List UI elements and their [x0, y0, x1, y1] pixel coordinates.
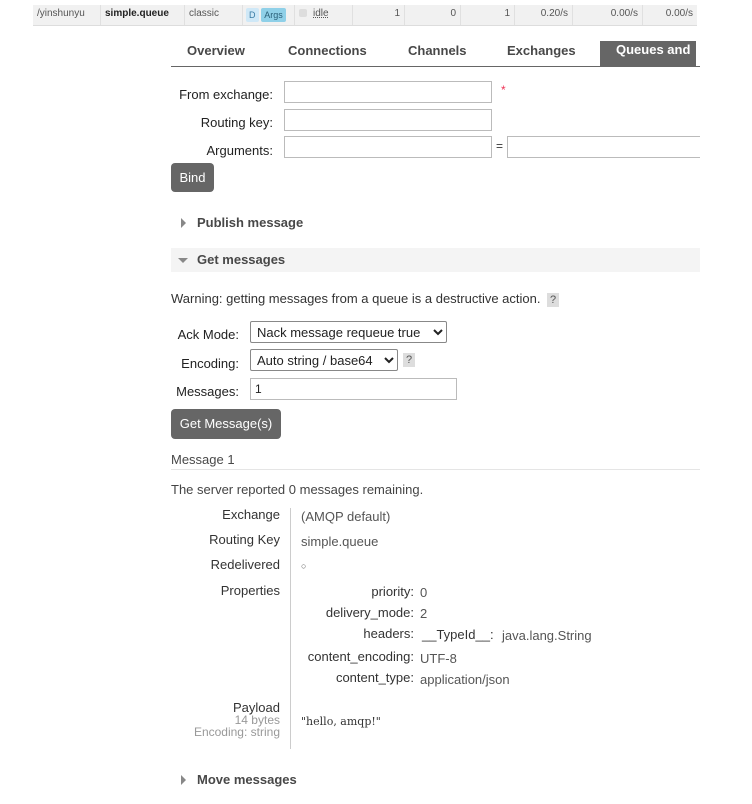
queue-ready-count: 1: [353, 5, 405, 25]
help-icon[interactable]: ?: [547, 293, 559, 307]
main-nav-tabs: [171, 41, 700, 67]
remaining-count: 0: [288, 482, 297, 497]
prop-content-type-key: content_type:: [335, 670, 414, 685]
encoding-help-icon[interactable]: ?: [403, 353, 415, 367]
queue-unacked-count: 0: [405, 5, 461, 25]
exchange-value: (AMQP default): [301, 509, 391, 524]
equals-sign: =: [496, 139, 504, 153]
redelivered-value-icon: ○: [301, 561, 307, 571]
queue-type: classic: [185, 5, 243, 25]
move-messages-section[interactable]: [171, 768, 700, 792]
prop-headers-typeid-value: java.lang.String: [502, 628, 592, 643]
queue-state: [295, 5, 353, 25]
queue-incoming-rate: 0.20/s: [515, 5, 573, 25]
argument-key-input[interactable]: [284, 136, 492, 158]
prop-content-type-value: application/json: [420, 672, 510, 687]
from-exchange-input[interactable]: [284, 81, 492, 103]
collapse-arrow-icon: [178, 258, 188, 263]
queue-vhost: /yinshunyu: [33, 5, 101, 25]
queue-summary-row: [33, 5, 697, 26]
prop-delivery-mode-value: 2: [420, 606, 428, 621]
queue-total-count: 1: [461, 5, 515, 25]
get-messages-section[interactable]: [171, 248, 700, 272]
prop-delivery-mode-key: delivery_mode:: [325, 605, 414, 620]
ack-mode-select[interactable]: [250, 321, 447, 343]
get-messages-title: Get messages: [197, 252, 286, 267]
move-messages-title: Move messages: [197, 772, 297, 787]
remaining-notice: [171, 482, 423, 497]
state-indicator-icon: [299, 9, 307, 17]
message-heading: Message 1: [171, 452, 235, 467]
routing-key-input[interactable]: [284, 109, 492, 131]
routing-key-label: Routing key:: [200, 115, 273, 130]
tab-overview[interactable]: Overview: [187, 43, 245, 58]
payload-key: Payload: [233, 700, 280, 715]
message-divider: [171, 469, 700, 470]
feature-durable-badge: D: [246, 8, 259, 22]
queue-name-link[interactable]: simple.queue: [101, 5, 185, 25]
publish-message-section[interactable]: [171, 211, 700, 235]
prop-priority-value: 0: [420, 585, 428, 600]
prop-headers-typeid-key: __TypeId__:: [422, 627, 494, 642]
routing-key-key: Routing Key: [209, 532, 280, 547]
exchange-key: Exchange: [222, 507, 280, 522]
from-exchange-label: From exchange:: [179, 87, 273, 102]
queue-features: [243, 5, 295, 25]
messages-count-label: Messages:: [176, 384, 239, 399]
messages-count-input[interactable]: [250, 378, 457, 400]
expand-arrow-icon: [181, 218, 186, 228]
encoding-label: Encoding:: [181, 356, 239, 371]
redelivered-key: Redelivered: [210, 557, 280, 572]
tab-exchanges[interactable]: Exchanges: [507, 43, 576, 58]
warning-text: Warning: getting messages from a queue is a destructive action.: [171, 291, 541, 306]
feature-args-badge[interactable]: Args: [261, 8, 286, 22]
tab-connections[interactable]: Connections: [288, 43, 367, 58]
ack-mode-label: Ack Mode:: [177, 327, 239, 342]
queue-deliver-rate: 0.00/s: [573, 5, 643, 25]
remaining-prefix: The server reported: [171, 482, 289, 497]
message-details-separator: [290, 508, 291, 749]
destructive-warning: [171, 291, 559, 307]
prop-priority-key: priority:: [371, 584, 414, 599]
required-mark: *: [501, 83, 506, 97]
remaining-suffix: messages remaining.: [296, 482, 424, 497]
queue-ack-rate: 0.00/s: [665, 8, 693, 19]
publish-message-title: Publish message: [197, 215, 304, 230]
prop-content-encoding-key: content_encoding:: [307, 649, 414, 664]
queue-state-text: idle: [313, 8, 329, 19]
payload-value: "hello, amqp!": [301, 715, 381, 728]
get-messages-button[interactable]: Get Message(s): [171, 409, 281, 439]
argument-value-input[interactable]: [507, 136, 700, 158]
payload-size: 14 bytes: [234, 713, 280, 727]
expand-arrow-icon: [181, 775, 186, 785]
arguments-label: Arguments:: [206, 143, 273, 158]
payload-encoding: Encoding: string: [193, 725, 280, 739]
tab-queues[interactable]: Queues and: [600, 41, 696, 66]
encoding-select[interactable]: [250, 349, 398, 371]
bind-button[interactable]: Bind: [171, 163, 214, 192]
prop-content-encoding-value: UTF-8: [420, 651, 457, 666]
properties-key: Properties: [220, 583, 280, 598]
tab-channels[interactable]: Channels: [408, 43, 467, 58]
routing-key-value: simple.queue: [301, 534, 379, 549]
prop-headers-key: headers:: [363, 626, 414, 641]
